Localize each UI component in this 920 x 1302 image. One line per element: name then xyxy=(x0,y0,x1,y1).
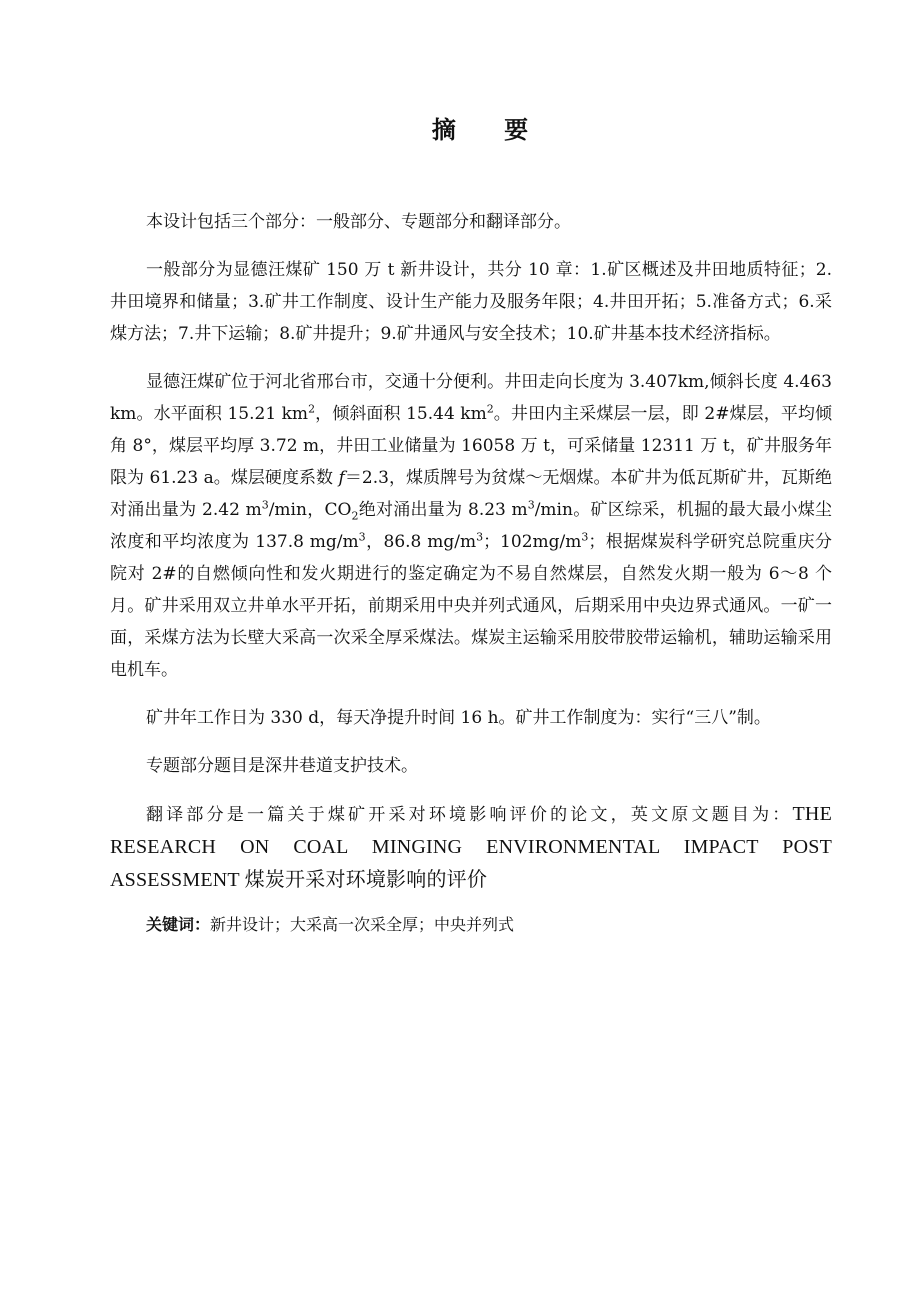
page-title: 摘 要 xyxy=(431,116,549,144)
text-segment: ；根据煤炭科学研究总院重庆分院对 2#的自燃倾向性和发火期进行的鉴定确定为不易自然煤层，自然发火期一般为 6～8 个月。矿井采用双立井单水平开拓，前期采用中央并列式通风，后期采用中央边界式通风。一矿一面，采煤方法为长壁大采高一次采全厚采煤法。煤炭主运输采用胶带胶带运输机，辅助运输采用电机车。 xyxy=(110,532,832,680)
superscript: 2 xyxy=(308,402,316,416)
english-title: THE RESEARCH ON COAL MINGING ENVIRONMENTAL IMPACT POST ASSESSMENT xyxy=(110,803,832,891)
paragraph-work-schedule: 矿井年工作日为 330 d，每天净提升时间 16 h。矿井工作制度为：实行“三八”制。 xyxy=(146,708,771,728)
paragraph-mine-description xyxy=(110,366,832,686)
text-segment: ；102mg/m xyxy=(483,532,582,552)
keywords-label: 关键词： xyxy=(146,915,211,934)
superscript: 2 xyxy=(486,402,494,416)
superscript: 3 xyxy=(527,498,535,512)
text-segment: ，86.8 mg/m xyxy=(365,532,477,552)
paragraph-overview: 本设计包括三个部分：一般部分、专题部分和翻译部分。 xyxy=(146,212,571,232)
chinese-title: 煤炭开采对环境影响的评价 xyxy=(239,869,488,891)
text-segment: ，倾斜面积 15.44 km xyxy=(315,404,487,424)
text-segment: /min。矿区综采，机掘的最大最小煤尘浓度和平均浓度为 137.8 mg/m xyxy=(110,500,833,552)
paragraph-general-part: 一般部分为显德汪煤矿 150 万 t 新井设计，共分 10 章：1.矿区概述及井田地质特征；2.井田境界和储量；3.矿井工作制度、设计生产能力及服务年限；4.井田开拓；5.准备方式；6.采煤方法；7.井下运输；8.矿井提升；9.矿井通风与安全技术；10.矿井基本技术经济指标。 xyxy=(110,260,832,344)
keywords-value: 新井设计；大采高一次采全厚；中央并列式 xyxy=(210,915,515,934)
translation-intro: 翻译部分是一篇关于煤矿开采对环境影响评价的论文，英文原文题目为： xyxy=(146,805,793,825)
text-segment: /min，CO xyxy=(268,500,352,520)
superscript: 3 xyxy=(261,498,269,512)
abstract-body xyxy=(110,206,832,939)
text-segment: 绝对涌出量为 8.23 m xyxy=(358,500,528,520)
superscript: 3 xyxy=(358,530,366,544)
text-segment: 显德汪煤矿位于河北省邢台市，交通十分便利。井田走向长度为 3.407km,倾斜长度 4.463 km。水平面积 15.21 km xyxy=(110,372,832,424)
variable-f: f xyxy=(338,468,345,488)
paragraph-special-topic: 专题部分题目是深井巷道支护技术。 xyxy=(146,756,418,776)
keywords-line xyxy=(110,911,832,939)
subscript: 2 xyxy=(351,509,359,523)
superscript: 3 xyxy=(581,530,589,544)
superscript: 3 xyxy=(476,530,484,544)
paragraph-translation xyxy=(110,798,832,897)
text-segment: ＝2.3，煤质牌号为贫煤～无烟煤。本矿井为低瓦斯矿井，瓦斯绝对涌出量为 2.42 m xyxy=(110,468,832,520)
text-segment: 。井田内主采煤层一层，即 2#煤层，平均倾角 8°，煤层平均厚 3.72 m，井田工业储量为 16058 万 t，可采储量 12311 万 t，矿井服务年限为 61.23 a。煤层硬度系数 xyxy=(110,404,832,488)
